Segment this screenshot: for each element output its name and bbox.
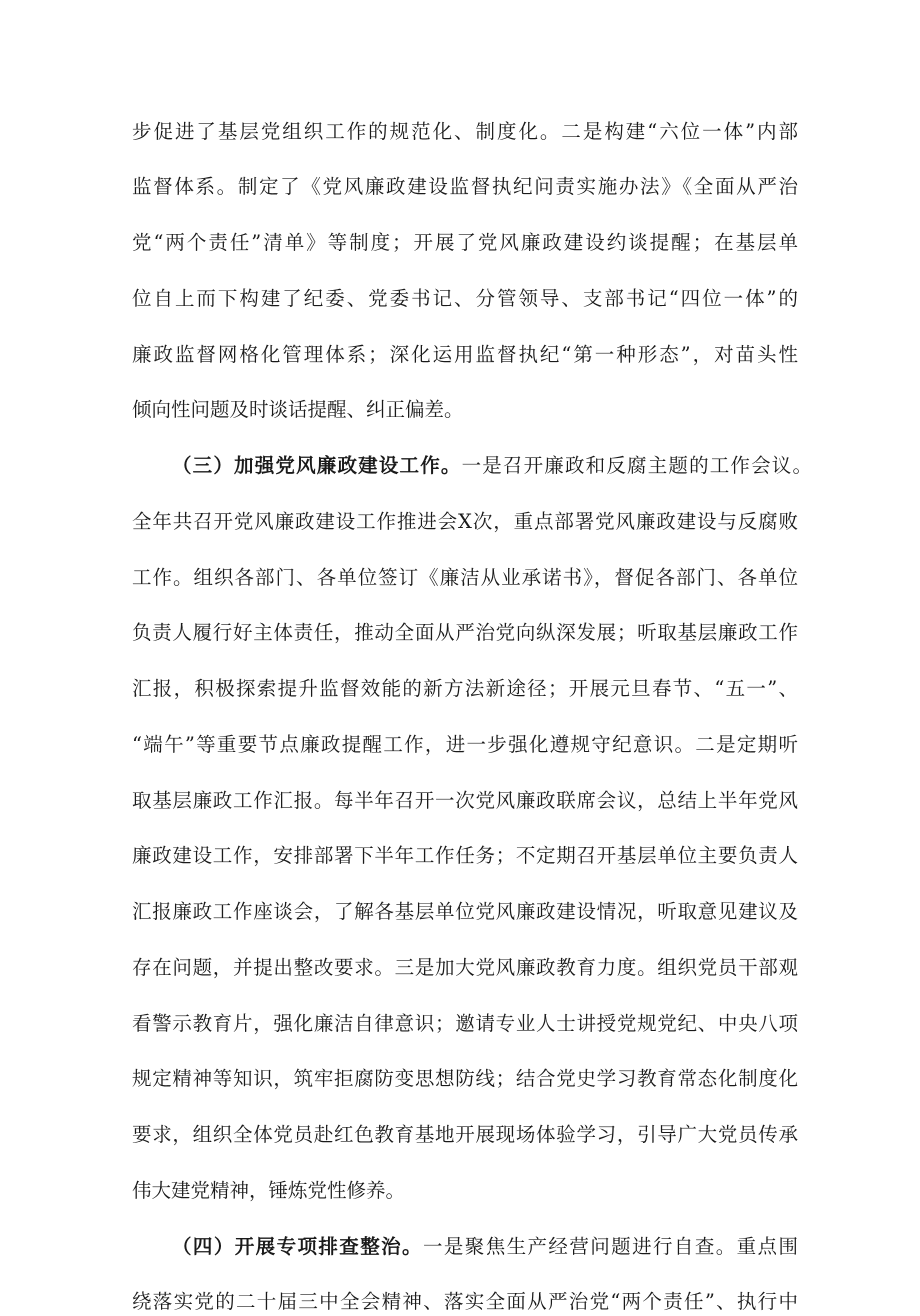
paragraph-line: 汇报，积极探索提升监督效能的新方法新途径；开展元旦春节、“五一”、 <box>132 677 798 700</box>
paragraph-line: 负责人履行好主体责任，推动全面从严治党向纵深发展；听取基层廉政工作 <box>132 621 798 644</box>
paragraph-line: 存在问题，并提出整改要求。三是加大党风廉政教育力度。组织党员干部观 <box>132 956 798 979</box>
paragraph-line: 取基层廉政工作汇报。每半年召开一次党风廉政联席会议，总结上半年党风 <box>132 789 798 812</box>
paragraph-line: 绕落实党的二十届三中全会精神、落实全面从严治党“两个责任”、执行中 <box>132 1290 798 1313</box>
paragraph-line: 廉政建设工作，安排部署下半年工作任务；不定期召开基层单位主要负责人 <box>132 844 798 867</box>
paragraph-line: 工作。组织各部门、各单位签订《廉洁从业承诺书》，督促各部门、各单位 <box>132 566 798 589</box>
paragraph-line: 伟大建党精神，锤炼党性修养。 <box>132 1179 406 1202</box>
paragraph-line: 全年共召开党风廉政建设工作推进会X次，重点部署党风廉政建设与反腐败 <box>132 510 798 533</box>
section-3-first-line <box>172 452 812 480</box>
paragraph-line: 党“两个责任”清单》等制度；开展了党风廉政建设约谈提醒；在基层单 <box>132 231 798 254</box>
section-4-heading: （四）开展专项排查整治。 <box>172 1235 423 1258</box>
paragraph-line: 倾向性问题及时谈话提醒、纠正偏差。 <box>132 398 464 421</box>
paragraph-line: 规定精神等知识，筑牢拒腐防变思想防线；结合党史学习教育常态化制度化 <box>132 1067 798 1090</box>
section-4-lead-text: 一是聚焦生产经营问题进行自查。重点围 <box>422 1235 798 1258</box>
paragraph-line: 廉政监督网格化管理体系；深化运用监督执纪“第一种形态”，对苗头性 <box>132 343 798 366</box>
section-3-lead-text: 一是召开廉政和反腐主题的工作会议。 <box>461 454 812 477</box>
paragraph-line: 看警示教育片，强化廉洁自律意识；邀请专业人士讲授党规党纪、中央八项 <box>132 1012 798 1035</box>
paragraph-line: 汇报廉政工作座谈会，了解各基层单位党风廉政建设情况，听取意见建议及 <box>132 900 798 923</box>
section-4-first-line <box>172 1233 798 1261</box>
paragraph-line: 要求，组织全体党员赴红色教育基地开展现场体验学习，引导广大党员传承 <box>132 1123 798 1146</box>
paragraph-line: “端午”等重要节点廉政提醒工作，进一步强化遵规守纪意识。二是定期听 <box>132 733 798 756</box>
paragraph-line: 位自上而下构建了纪委、党委书记、分管领导、支部书记“四位一体”的 <box>132 287 798 310</box>
paragraph-line: 步促进了基层党组织工作的规范化、制度化。二是构建“六位一体”内部 <box>132 120 798 143</box>
section-3-heading: （三）加强党风廉政建设工作。 <box>172 454 462 477</box>
paragraph-line: 监督体系。制定了《党风廉政建设监督执纪问责实施办法》《全面从严治 <box>132 175 798 198</box>
